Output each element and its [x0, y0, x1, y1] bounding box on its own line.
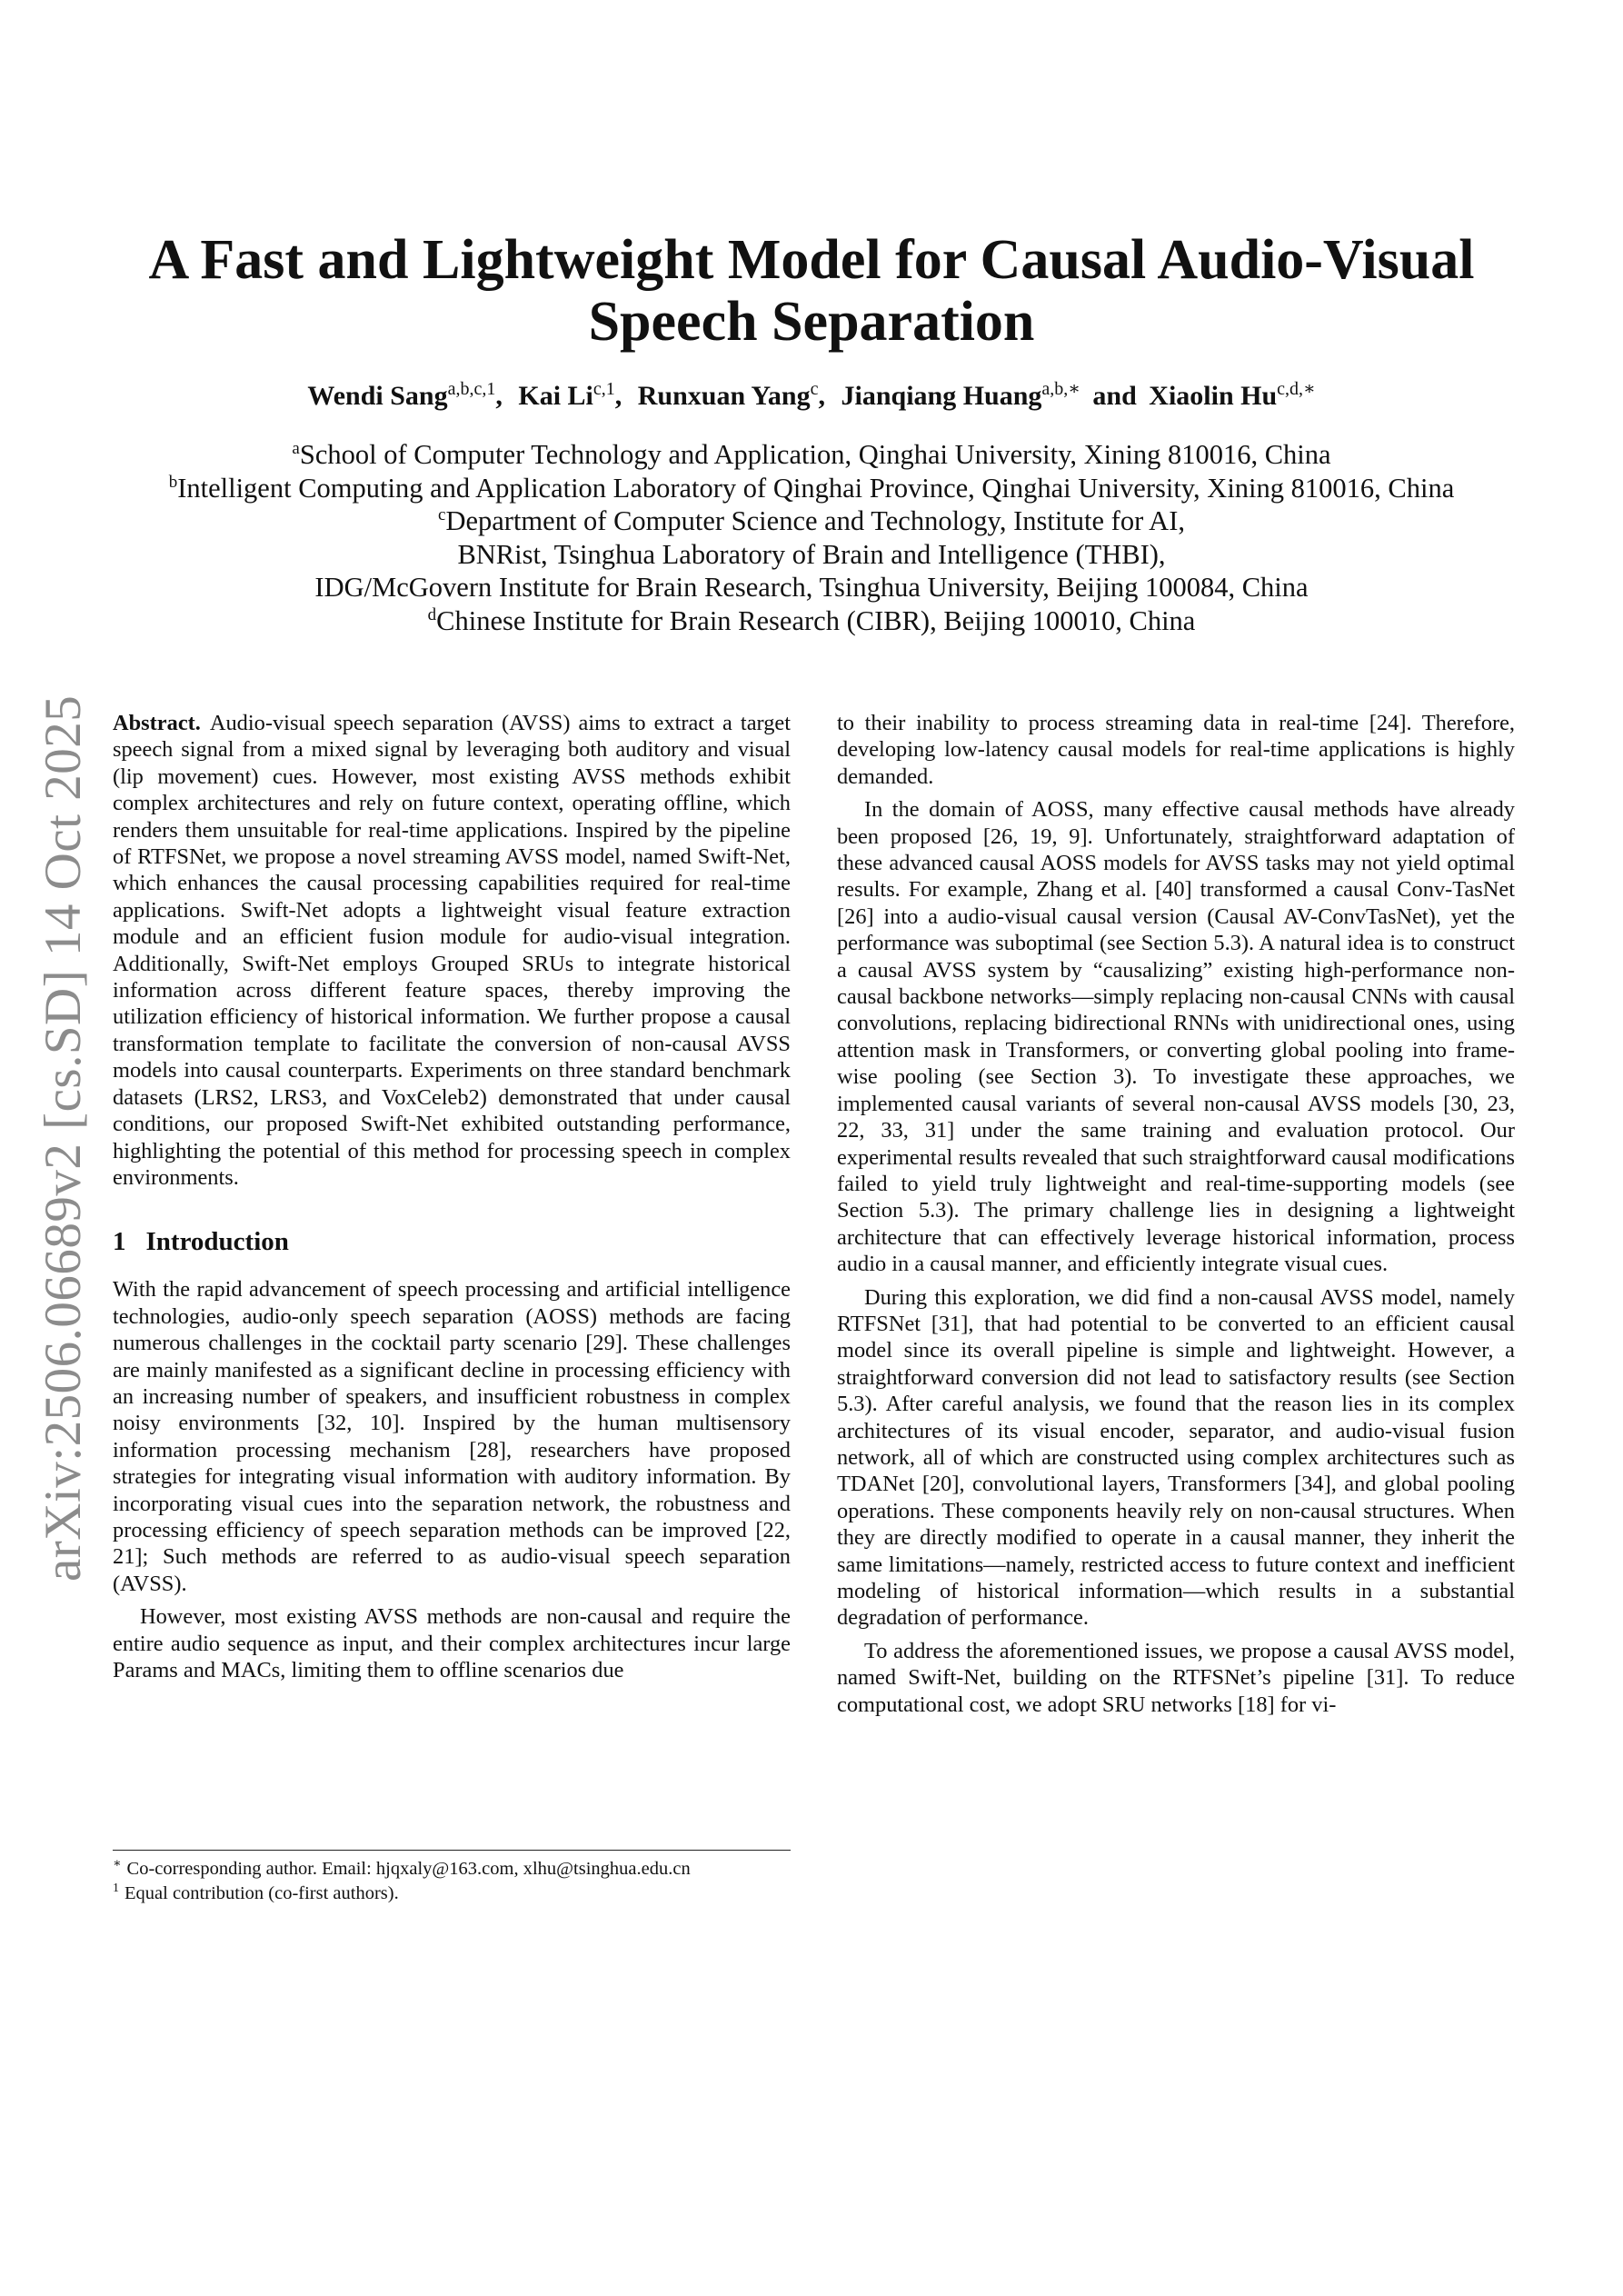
author-name: Kai Li — [518, 381, 593, 411]
body-paragraph: To address the aforementioned issues, we propose a causal AVSS model, named Swift-Net, building on the RTFSNet’s pipeline [31]. To reduce computational cost, we adopt SRU networks [18] for vi- — [837, 1638, 1515, 1717]
affiliation-text: School of Computer Technology and Application, Qinghai University, Xining 810016, China — [299, 439, 1331, 470]
affiliation — [55, 571, 1568, 604]
footnote-marker: 1 — [113, 1882, 119, 1896]
abstract-label: Abstract. — [113, 711, 201, 735]
body-paragraph: During this exploration, we did find a non-causal AVSS model, namely RTFSNet [31], that had potential to be converted to an efficient causal model since its overall pipeline is simple and lightweight. However, a straightforward conversion did not lead to satisfactory results (see Section 5.3). After careful analysis, we found that the reason lies in its complex architectures of its visual encoder, separator, and audio-visual fusion network, all of which are constructed using complex architectures such as TDANet [20], convolutional layers, Transformers [34], and global pooling operations. These components heavily rely on non-causal structures. When they are directly modified to operate in a causal manner, they inherit the same limitations—namely, restricted access to future context and inefficient modeling of historical information—which results in a substantial degradation of performance. — [837, 1284, 1515, 1631]
left-column — [113, 710, 791, 1683]
body-paragraph: In the domain of AOSS, many effective causal methods have already been proposed [26, 19, 9]. Unfortunately, straightforward adaptation of these advanced causal AOSS models for AVSS tasks may not yield optimal results. For example, Zhang et al. [40] transformed a causal Conv-TasNet [26] into a audio-visual causal version (Causal AV-ConvTasNet), yet the performance was suboptimal (see Section 5.3). A natural idea is to construct a causal AVSS system by “causalizing” existing high-performance non-causal backbone networks—simply replacing non-causal CNNs with causal convolutions, replacing bidirectional RNNs with unidirectional ones, using attention mask in Transformers, or converting global pooling into frame-wise pooling (see Section 3). To investigate these approaches, we implemented causal variants of several non-causal AVSS models [30, 23, 22, 33, 31] under the same training and evaluation protocol. Our experimental results revealed that such straightforward causal modifications failed to yield truly lightweight and real-time-supporting models (see Section 5.3). The primary challenge lies in designing a lightweight architecture that can effectively leverage historical information, process audio in a causal manner, and efficiently integrate visual cues. — [837, 797, 1515, 1277]
author-affiliation-marker: c — [810, 379, 819, 399]
affiliation — [55, 438, 1568, 472]
arxiv-identifier: arXiv:2506.06689v2 [cs.SD] 14 Oct 2025 — [35, 694, 92, 1582]
author-affiliation-marker: c,1 — [592, 379, 615, 399]
author — [1149, 381, 1315, 411]
author-affiliation-marker: c,d,∗ — [1277, 379, 1316, 399]
affiliation — [55, 538, 1568, 572]
author-name: Jianqiang Huang — [841, 381, 1042, 411]
author: Wendi Sang$^{a,b,c,1}$, — [307, 379, 503, 411]
body-paragraph: With the rapid advancement of speech processing and artificial intelligence technologies, audio-only speech separation (AOSS) methods are facing numerous challenges in the cocktail party scenario [29]. These challenges are mainly manifested as a significant decline in processing efficiency with an increasing number of speakers, and insufficient robustness in complex noisy environments [32, 10]. Inspired by the human multisensory information processing mechanism [28], researchers have proposed strategies for integrating visual information with auditory information. By incorporating visual cues into the separation network, the robustness and processing efficiency of speech separation methods can be improved [22, 21]; Such methods are referred to as audio-visual speech separation (AVSS). — [113, 1277, 791, 1596]
section-heading-introduction — [113, 1225, 791, 1258]
affiliation-text: Intelligent Computing and Application Laboratory of Qinghai Province, Qinghai University, Xining 810016, China — [177, 472, 1455, 504]
affiliation-marker: c — [438, 504, 446, 524]
author-name: Runxuan Yang — [637, 381, 811, 411]
author-list — [109, 378, 1514, 414]
author-conjunction: and — [1092, 381, 1137, 411]
abstract-text: Audio-visual speech separation (AVSS) aims to extract a target speech signal from a mixed signal by leveraging both auditory and visual (lip movement) cues. However, most existing AVSS methods exhibit complex architectures and rely on future context, operating offline, which renders them unsuitable for real-time applications. Inspired by the pipeline of RTFSNet, we propose a novel streaming AVSS model, named Swift-Net, which enhances the causal processing capabilities required for real-time applications. Swift-Net adopts a lightweight visual feature extraction module and an efficient fusion module for audio-visual integration. Additionally, Swift-Net employs Grouped SRUs to integrate historical information across different feature spaces, thereby improving the utilization efficiency of historical information. We further propose a causal transformation template to facilitate the conversion of non-causal AVSS models into causal counterparts. Experiments on three standard benchmark datasets (LRS2, LRS3, and VoxCeleb2) demonstrated that under causal conditions, our proposed Swift-Net exhibited outstanding performance, highlighting the potential of this method for processing speech in complex environments. — [113, 711, 791, 1190]
affiliation-text: IDG/McGovern Institute for Brain Research, Tsinghua University, Beijing 100084, China — [314, 572, 1309, 603]
paper-title — [109, 229, 1514, 353]
author-affiliation-marker: a,b,c,1 — [447, 379, 496, 399]
section-number: 1 — [113, 1227, 126, 1257]
affiliation-list — [55, 438, 1568, 637]
author: Kai Li$^{c,1}$, — [518, 379, 622, 411]
affiliation-marker: d — [427, 604, 437, 624]
affiliation — [55, 604, 1568, 638]
right-column — [837, 710, 1515, 1718]
author — [841, 381, 1080, 411]
body-paragraph: to their inability to process streaming data in real-time [24]. Therefore, developing low-latency causal models for real-time applications is highly demanded. — [837, 711, 1515, 789]
footnote-text: Equal contribution (co-first authors). — [124, 1883, 399, 1903]
abstract — [113, 710, 791, 1191]
body-paragraph: However, most existing AVSS methods are non-causal and require the entire audio sequence as input, and their complex architectures incur large Params and MACs, limiting them to offline scenarios due — [113, 1604, 791, 1682]
section-title: Introduction — [145, 1227, 289, 1257]
footnote — [113, 1882, 791, 1906]
affiliation-marker: a — [292, 438, 300, 458]
title-line-1: A Fast and Lightweight Model for Causal Audio-Visual — [148, 229, 1475, 291]
author-name: Xiaolin Hu — [1149, 381, 1278, 411]
footnotes — [113, 1850, 791, 1906]
footnote — [113, 1857, 791, 1882]
footnote-marker: ∗ — [113, 1857, 122, 1872]
author: Runxuan Yang$^c$, — [637, 379, 825, 411]
affiliation — [55, 504, 1568, 538]
author-name: Wendi Sang — [307, 381, 448, 411]
affiliation-text: Chinese Institute for Brain Research (CIBR), Beijing 100010, China — [436, 604, 1196, 636]
author-affiliation-marker: a,b,∗ — [1041, 379, 1080, 399]
affiliation-text: BNRist, Tsinghua Laboratory of Brain and Intelligence (THBI), — [457, 538, 1166, 570]
title-line-2: Speech Separation — [588, 291, 1035, 353]
footnote-text: Co-corresponding author. Email: hjqxaly@163.com, xlhu@tsinghua.edu.cn — [126, 1859, 691, 1879]
affiliation-text: Department of Computer Science and Technology, Institute for AI, — [445, 505, 1185, 536]
affiliation — [55, 472, 1568, 505]
affiliation-marker: b — [168, 472, 178, 492]
